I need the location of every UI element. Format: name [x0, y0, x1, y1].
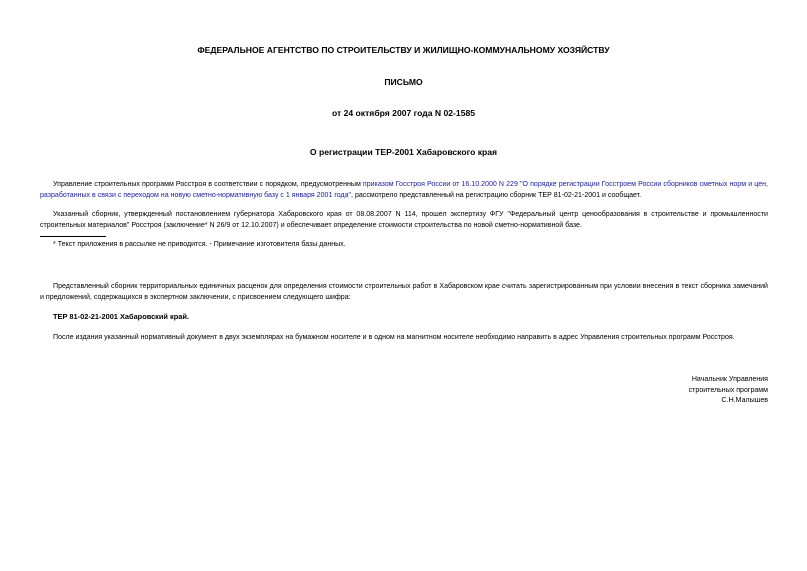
paragraph-1 [40, 179, 768, 201]
document-date-number: от 24 октября 2007 года N 02-1585 [331, 108, 476, 118]
signature-block [689, 375, 768, 407]
signature-department: строительных программ [688, 386, 768, 394]
paragraph-1-tail: , рассмотрело представленный на регистрацию сборник ТЕР 81-02-21-2001 и сообщает. [351, 192, 642, 199]
gosstroy-order-link[interactable]: приказом Госстроя России от 16.10.2000 N 229 "О порядке регистрации Госстроем России сборников сметных норм и цен, разработанных в связи с переходом на новую сметно-нормативную базу с 1 января 2001 года" [40, 181, 768, 199]
agency-title: ФЕДЕРАЛЬНОЕ АГЕНТСТВО ПО СТРОИТЕЛЬСТВУ И ЖИЛИЩНО-КОММУНАЛЬНОМУ ХОЗЯЙСТВУ [197, 45, 610, 55]
paragraph-4: После издания указанный нормативный документ в двух экземплярах на бумажном носителе и в одном на магнитном носителе необходимо направить в адрес Управления строительных программ Росстроя. [53, 334, 735, 341]
paragraph-3: Представленный сборник территориальных единичных расценок для определения стоимости строительных работ в Хабаровском крае считать зарегистрированным при условии внесения в текст сборника замечаний и предложений, содержащихся в экспертном заключении, с присвоением следующего шифра: [40, 283, 768, 301]
registration-code: ТЕР 81-02-21-2001 Хабаровский край. [53, 312, 189, 321]
document-type: ПИСЬМО [384, 77, 423, 87]
paragraph-2: Указанный сборник, утвержденный постановлением губернатора Хабаровского края от 08.08.2007 N 114, прошел экспертизу ФГУ "Федеральный центр ценообразования в строительстве и промышленности строительных материалов" Росстроя (заключение* N 26/9 от 12.10.2007) и обеспечивает определение стоимости строительства по новой сметно-нормативной базе. [40, 211, 768, 229]
document-subject: О регистрации ТЕР-2001 Хабаровского края [309, 147, 498, 157]
paragraph-1-intro: Управление строительных программ Росстроя в соответствии с порядком, предусмотренным [53, 181, 363, 188]
footnote: * Текст приложения в рассылке не приводится. - Примечание изготовителя базы данных. [53, 241, 346, 248]
footnote-divider [40, 236, 106, 237]
signature-position: Начальник Управления [691, 376, 768, 383]
signature-name: С.Н.Малышев [721, 397, 768, 404]
